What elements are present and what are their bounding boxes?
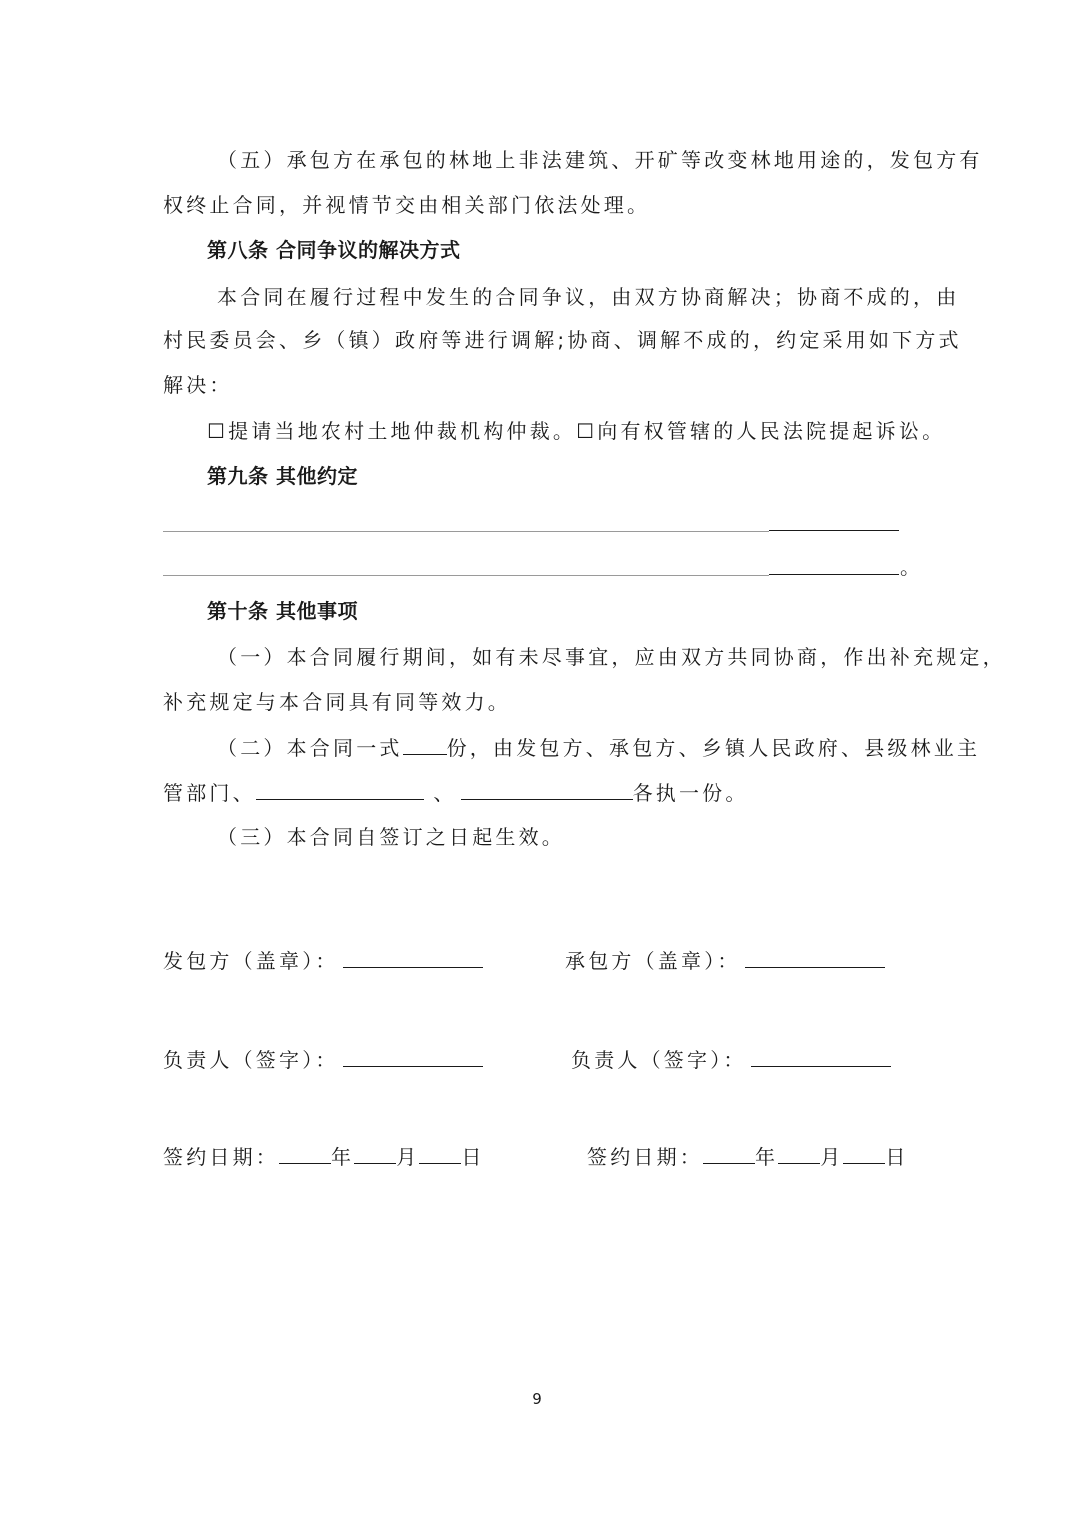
litigation-option-checkbox[interactable]: ☐向有权管辖的人民法院提起诉讼。 [576,419,946,443]
article10-item2-line2 [163,779,913,807]
other-agreement-blank-line2[interactable] [163,575,769,576]
other-agreement-blank-line1[interactable] [163,531,769,532]
party-b-signer-label: 负责人（签字）： [571,1048,747,1072]
article10-item2-line2-text-c: 各执一份。 [632,781,749,805]
article10-item2-text-a: （二）本合同一式 [217,736,403,760]
party-a-month-label: 月 [396,1145,420,1169]
party-b-seal-field[interactable] [745,949,885,968]
party-b-signer-field[interactable] [751,1048,891,1067]
article10-item1-line1: （一）本合同履行期间，如有未尽事宜，应由双方共同协商，作出补充规定， [217,645,1006,669]
party-a-date-label: 签约日期： [163,1145,279,1169]
article10-item2-line1 [217,734,981,762]
party-b-month-field[interactable] [778,1145,820,1164]
party-b-date-row [587,1143,909,1171]
party-b-year-field[interactable] [703,1145,755,1164]
party-b-day-label: 日 [885,1145,909,1169]
article8-para-line2: 村民委员会、乡（镇）政府等进行调解;协商、调解不成的，约定采用如下方式 [163,328,962,352]
article10-item2-text-b: 份，由发包方、承包方、乡镇人民政府、县级林业主 [446,736,981,760]
party-b-month-label: 月 [820,1145,844,1169]
party-b-seal-label: 承包方（盖章）： [565,949,741,973]
article8-heading: 第八条 合同争议的解决方式 [207,238,461,262]
page-number: 9 [532,1390,542,1408]
party-a-year-label: 年 [331,1145,355,1169]
party-a-signer-field[interactable] [343,1048,483,1067]
party-b-date-label: 签约日期： [587,1145,703,1169]
holder-blank-2[interactable] [461,779,633,800]
article9-heading: 第九条 其他约定 [207,464,358,488]
party-a-year-field[interactable] [279,1145,331,1164]
party-a-month-field[interactable] [354,1145,396,1164]
article8-para-line3: 解决： [163,373,233,397]
holder-blank-1[interactable] [256,779,424,800]
other-agreement-blank-line1-end [769,530,899,531]
party-a-seal-row [163,947,483,975]
party-a-signer-row [163,1046,483,1074]
party-a-seal-field[interactable] [343,949,483,968]
article10-item3: （三）本合同自签订之日起生效。 [217,825,565,849]
article9-end-mark: 。 [900,555,924,579]
article10-item2-line2-text-b: 、 [423,781,457,805]
party-b-signer-row [571,1046,891,1074]
copies-count-blank[interactable] [403,734,447,755]
party-b-year-label: 年 [755,1145,779,1169]
article10-item2-line2-text-a: 管部门、 [163,781,256,805]
article10-item1-line2: 补充规定与本合同具有同等效力。 [163,690,511,714]
article8-para-line1: 本合同在履行过程中发生的合同争议，由双方协商解决；协商不成的，由 [217,285,960,309]
party-b-day-field[interactable] [843,1145,885,1164]
party-b-seal-row [565,947,885,975]
party-a-signer-label: 负责人（签字）： [163,1048,339,1072]
party-a-date-row [163,1143,485,1171]
article10-heading: 第十条 其他事项 [207,599,358,623]
article7-item5-line1: （五）承包方在承包的林地上非法建筑、开矿等改变林地用途的，发包方有 [217,148,983,172]
article7-item5-line2: 权终止合同，并视情节交由相关部门依法处理。 [163,193,651,217]
party-a-seal-label: 发包方（盖章）： [163,949,339,973]
article8-options [207,417,957,445]
other-agreement-blank-line2-end [769,574,899,575]
party-a-day-label: 日 [461,1145,485,1169]
arbitration-option-checkbox[interactable]: ☐提请当地农村土地仲裁机构仲裁。 [207,419,577,443]
party-a-day-field[interactable] [419,1145,461,1164]
